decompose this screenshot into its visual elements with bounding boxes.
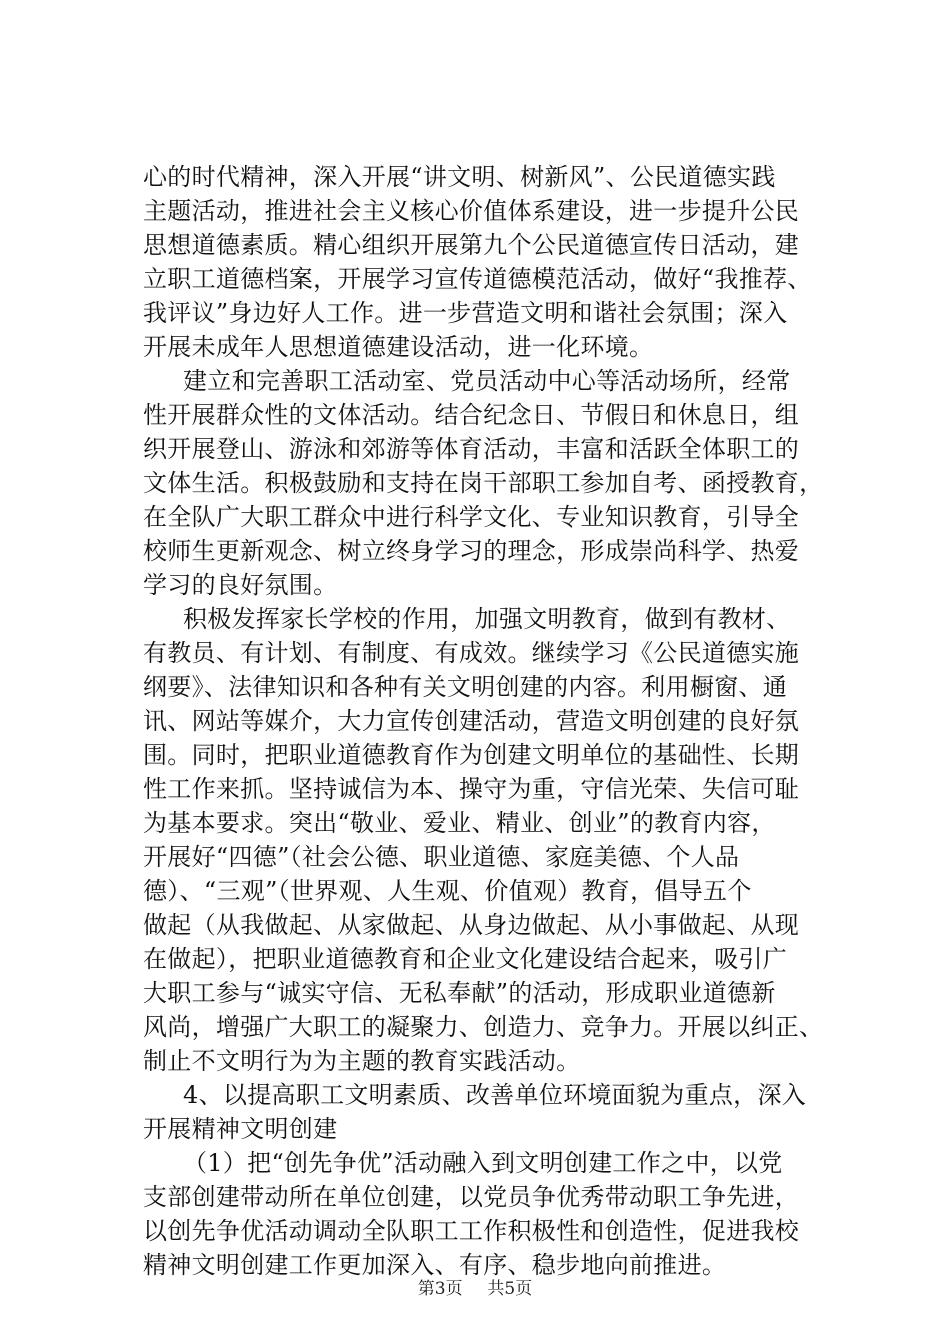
text-line: （1）把“创先争优”活动融入到文明创建工作之中，以党 bbox=[183, 1149, 783, 1177]
text-line: 有教员、有计划、有制度、有成效。继续学习《公民道德实施 bbox=[143, 639, 800, 667]
text-line: 学习的良好氛围。 bbox=[143, 571, 338, 599]
text-line: 为基本要求。突出“敬业、爱业、精业、创业”的教育内容， bbox=[143, 809, 776, 837]
text-line: 以创先争优活动调动全队职工工作积极性和创造性，促进我校 bbox=[143, 1217, 800, 1245]
text-line: 纲要》、法律知识和各种有关文明创建的内容。利用橱窗、通 bbox=[143, 673, 788, 701]
text-line: 讯、网站等媒介，大力宣传创建活动，营造文明创建的良好氛 bbox=[143, 707, 800, 735]
paragraph-4-heading bbox=[143, 1078, 823, 1146]
text-line: 主题活动，推进社会主义核心价值体系建设，进一步提升公民 bbox=[143, 197, 800, 225]
paragraph-1 bbox=[143, 160, 823, 364]
text-line: 性工作来抓。坚持诚信为本、操守为重，守信光荣、失信可耻 bbox=[143, 775, 800, 803]
text-line: 4、以提高职工文明素质、改善单位环境面貌为重点，深入 bbox=[183, 1081, 807, 1109]
page-total: 共5页 bbox=[487, 1279, 533, 1299]
text-line: 立职工道德档案，开展学习宣传道德模范活动，做好“我推荐、 bbox=[143, 265, 812, 293]
text-line: 做起（从我做起、从家做起、从身边做起、从小事做起、从现 bbox=[143, 911, 800, 939]
text-line: 大职工参与“诚实守信、无私奉献”的活动，形成职业道德新 bbox=[143, 979, 776, 1007]
text-line: 文体生活。积极鼓励和支持在岗干部职工参加自考、函授教育， bbox=[143, 469, 824, 497]
text-line: 建立和完善职工活动室、党员活动中心等活动场所，经常 bbox=[183, 367, 791, 395]
text-line: 精神文明创建工作更加深入、有序、稳步地向前推进。 bbox=[143, 1251, 727, 1279]
document-body bbox=[143, 160, 823, 1282]
text-line: 心的时代精神，深入开展“讲文明、树新风”、公民道德实践 bbox=[143, 163, 776, 191]
text-line: 性开展群众性的文体活动。结合纪念日、节假日和休息日，组 bbox=[143, 401, 800, 429]
text-line: 在做起），把职业道德教育和企业文化建设结合起来，吸引广 bbox=[143, 945, 788, 973]
paragraph-3 bbox=[143, 602, 823, 1078]
text-line: 开展好“四德”（社会公德、职业道德、家庭美德、个人品 bbox=[143, 843, 740, 871]
text-line: 我评议”身边好人工作。进一步营造文明和谐社会氛围；深入 bbox=[143, 299, 788, 327]
text-line: 思想道德素质。精心组织开展第九个公民道德宣传日活动，建 bbox=[143, 231, 800, 259]
text-line: 制止不文明行为为主题的教育实践活动。 bbox=[143, 1047, 581, 1075]
text-line: 风尚，增强广大职工的凝聚力、创造力、竞争力。开展以纠正、 bbox=[143, 1013, 824, 1041]
text-line: 开展未成年人思想道德建设活动，进一化环境。 bbox=[143, 333, 654, 361]
text-line: 围。同时，把职业道德教育作为创建文明单位的基础性、长期 bbox=[143, 741, 800, 769]
paragraph-5 bbox=[143, 1146, 823, 1282]
page-footer bbox=[0, 1274, 950, 1299]
text-line: 积极发挥家长学校的作用，加强文明教育，做到有教材、 bbox=[183, 605, 791, 633]
paragraph-2 bbox=[143, 364, 823, 602]
text-line: 校师生更新观念、树立终身学习的理念，形成崇尚科学、热爱 bbox=[143, 537, 800, 565]
text-line: 德）、“三观”（世界观、人生观、价值观）教育，倡导五个 bbox=[143, 877, 752, 905]
page-number: 第3页 bbox=[417, 1279, 463, 1299]
text-line: 织开展登山、游泳和郊游等体育活动，丰富和活跃全体职工的 bbox=[143, 435, 800, 463]
text-line: 开展精神文明创建 bbox=[143, 1115, 338, 1143]
text-line: 支部创建带动所在单位创建，以党员争优秀带动职工争先进， bbox=[143, 1183, 800, 1211]
text-line: 在全队广大职工群众中进行科学文化、专业知识教育，引导全 bbox=[143, 503, 800, 531]
